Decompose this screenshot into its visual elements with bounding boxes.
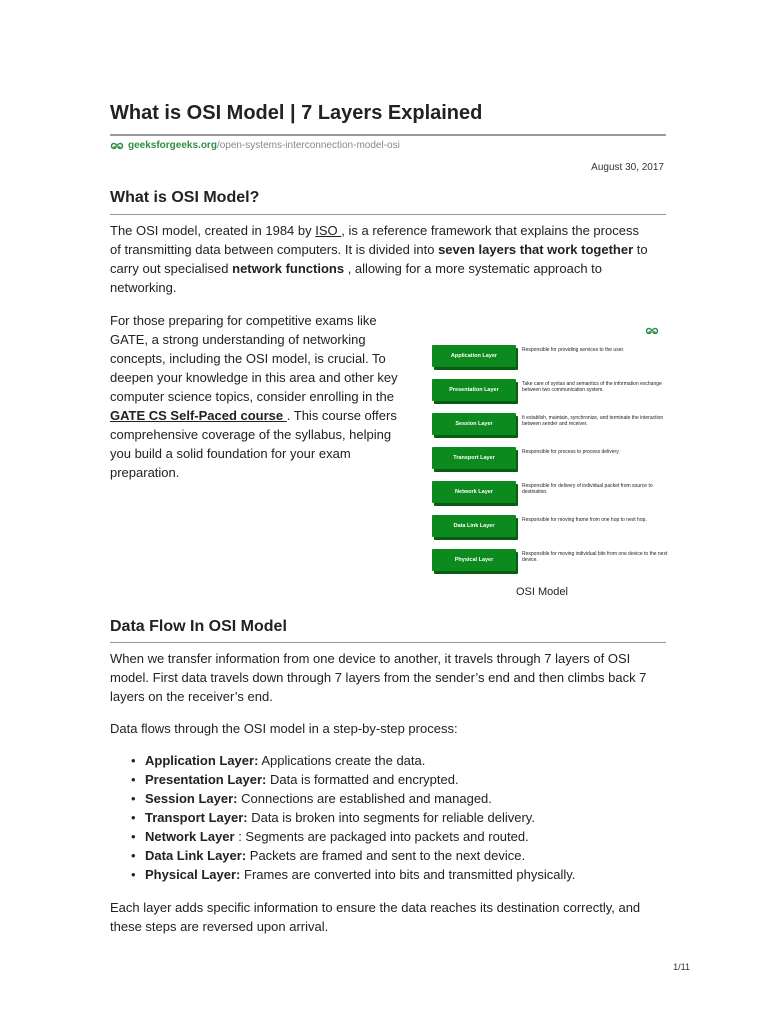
layer-row [432, 481, 664, 505]
item-text: Applications create the data. [258, 753, 426, 768]
intro-paragraph [110, 221, 650, 297]
list-item [131, 846, 665, 865]
layer-box: Data Link Layer [432, 515, 516, 537]
steps-intro-paragraph: Data flows through the OSI model in a step-by-step process: [110, 721, 458, 736]
source-host-link[interactable]: geeksforgeeks.org [128, 140, 217, 151]
bullet-icon: • [131, 848, 136, 863]
item-text: Connections are established and managed. [237, 791, 492, 806]
bullet-icon: • [131, 829, 136, 844]
bullet-icon: • [131, 772, 136, 787]
gate-text-2: . This course offers comprehensive coverage of the syllabus, helping you build a solid foundation for your exam preparation. [110, 408, 397, 480]
item-text: Packets are framed and sent to the next device. [246, 848, 526, 863]
item-text: Data is broken into segments for reliable delivery. [247, 810, 535, 825]
list-item [131, 751, 665, 770]
layer-description: It establish, maintain, synchronize, and terminate the interaction between sender and receiver. [522, 415, 664, 427]
layer-description: Responsible for moving individual bits from one device to the next device. [522, 551, 668, 563]
source-line [110, 140, 400, 151]
layer-description: Take care of syntax and semantics of the information exchange between two communication system. [522, 381, 662, 393]
section-heading-what-is-osi: What is OSI Model? [110, 189, 260, 206]
list-item [131, 789, 665, 808]
section-divider [110, 642, 666, 643]
item-label: Data Link Layer: [145, 848, 247, 863]
layer-description: Responsible for process to process delivery. [522, 449, 620, 455]
item-label: Physical Layer: [145, 867, 241, 882]
gate-paragraph [110, 311, 402, 482]
section-heading-data-flow: Data Flow In OSI Model [110, 618, 287, 635]
page-title: What is OSI Model | 7 Layers Explained [110, 102, 483, 124]
layer-row [432, 413, 664, 437]
layer-row [432, 549, 668, 573]
figure-caption: OSI Model [516, 586, 568, 598]
layer-box: Physical Layer [432, 549, 516, 571]
iso-link[interactable]: ISO [315, 223, 342, 238]
layer-box: Session Layer [432, 413, 516, 435]
item-label: Application Layer: [145, 753, 259, 768]
bullet-icon: • [131, 867, 136, 882]
intro-bold-1: seven layers that work together [438, 242, 634, 257]
item-label: Presentation Layer: [145, 772, 267, 787]
section-divider [110, 214, 666, 215]
gfg-logo-icon [110, 141, 124, 151]
source-path-link[interactable]: /open-systems-interconnection-model-osi [216, 140, 400, 151]
bullet-icon: • [131, 753, 136, 768]
layer-row [432, 447, 664, 471]
layer-box: Application Layer [432, 345, 516, 367]
intro-text-2: , is a reference framework that explains the process of transmitting data between computers. It is divided into [110, 223, 639, 257]
list-item [131, 808, 665, 827]
layer-box: Network Layer [432, 481, 516, 503]
item-label: Network Layer [145, 829, 235, 844]
gfg-logo-icon [644, 326, 660, 336]
closing-paragraph: Each layer adds specific information to ensure the data reaches its destination correctly, and these steps are reversed upon arrival. [110, 900, 641, 934]
publish-date: August 30, 2017 [591, 162, 664, 173]
bullet-icon: • [131, 810, 136, 825]
title-divider [110, 134, 666, 136]
layer-description: Responsible for delivery of individual packet from source to destination. [522, 483, 653, 495]
osi-model-figure [428, 320, 666, 580]
intro-bold-2: network functions [232, 261, 345, 276]
layer-box: Presentation Layer [432, 379, 516, 401]
layer-row [432, 345, 664, 369]
layer-description: Responsible for providing services to the user. [522, 347, 625, 353]
item-text: : Segments are packaged into packets and routed. [234, 829, 529, 844]
intro-text-4: , allowing for a more systematic approach to networking. [110, 261, 603, 295]
layer-box: Transport Layer [432, 447, 516, 469]
item-label: Session Layer: [145, 791, 238, 806]
intro-text-3: to carry out specialised [110, 242, 648, 276]
list-item [131, 865, 665, 884]
layer-description: Responsible for moving frame from one hop to next hop. [522, 517, 647, 523]
item-text: Frames are converted into bits and transmitted physically. [240, 867, 576, 882]
bullet-icon: • [131, 791, 136, 806]
layer-row [432, 379, 664, 403]
list-item [131, 770, 665, 789]
gate-course-link[interactable]: GATE CS Self-Paced course [110, 408, 287, 423]
item-text: Data is formatted and encrypted. [266, 772, 459, 787]
intro-text-1: The OSI model, created in 1984 by [110, 223, 316, 238]
data-flow-list [110, 751, 665, 884]
gate-text-1: For those preparing for competitive exams like GATE, a strong understanding of networking concepts, including the OSI model, is crucial. To deepen your knowledge in this area and other key computer science topics, consider enrolling in the [110, 313, 398, 404]
item-label: Transport Layer: [145, 810, 248, 825]
page-number: 1/11 [673, 962, 690, 972]
layer-row [432, 515, 664, 539]
data-flow-paragraph: When we transfer information from one device to another, it travels through 7 layers of OSI model. First data travels down through 7 layers from the sender’s end and then climbs back 7 layers on the receiver’s end. [110, 651, 647, 704]
list-item [131, 827, 665, 846]
